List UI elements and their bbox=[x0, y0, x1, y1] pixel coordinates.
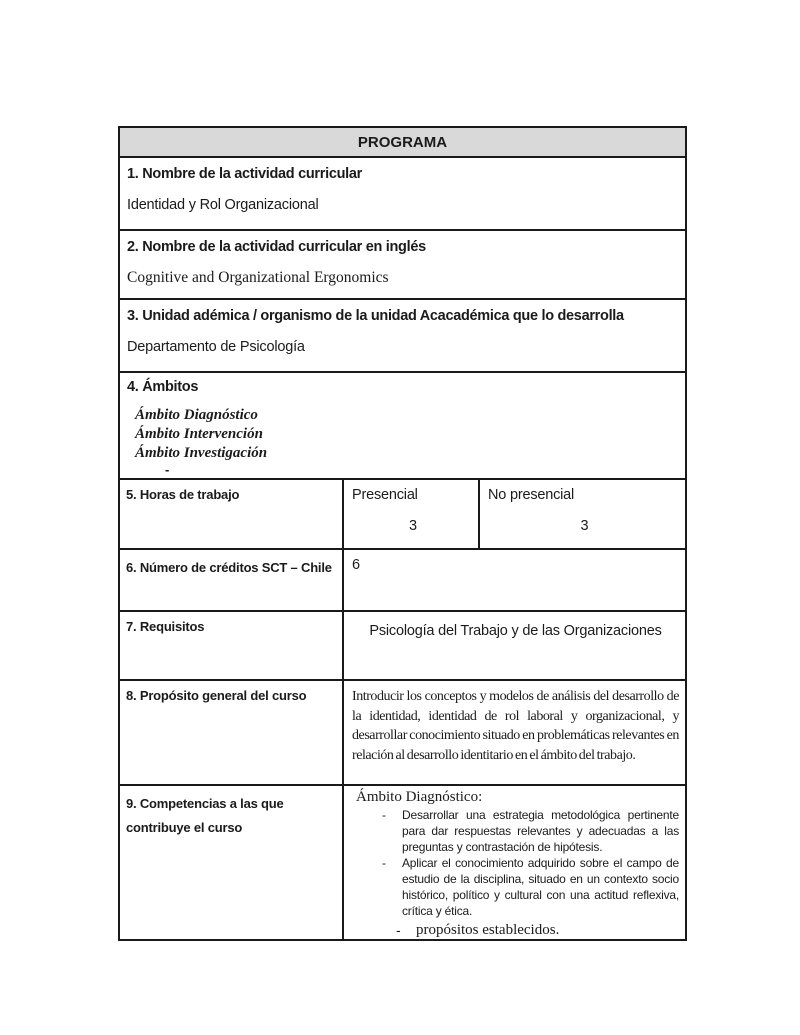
no-presencial-value: 3 bbox=[580, 518, 589, 534]
ambito-item-diagnostico: Ámbito Diagnóstico bbox=[135, 407, 258, 423]
field-value: 6 bbox=[352, 557, 360, 573]
table-title: PROGRAMA bbox=[357, 133, 448, 151]
row-ambitos bbox=[120, 373, 685, 480]
field-label: 6. Número de créditos SCT – Chile bbox=[126, 560, 332, 575]
field-label: 5. Horas de trabajo bbox=[126, 487, 240, 502]
bullet-item bbox=[382, 855, 679, 919]
competencias-heading: Ámbito Diagnóstico: bbox=[356, 789, 483, 805]
row-horas-trabajo bbox=[120, 480, 685, 550]
field-label-cell bbox=[120, 550, 344, 610]
field-label: 3. Unidad adémica / organismo de la unidad Acacadémica que lo desarrolla bbox=[127, 308, 624, 324]
competencias-bullet-list bbox=[382, 807, 679, 939]
field-label: 9. Competencias a las que contribuye el curso bbox=[126, 796, 284, 835]
field-label-cell bbox=[120, 480, 344, 548]
field-value: Identidad y Rol Organizacional bbox=[127, 197, 319, 213]
presencial-value: 3 bbox=[408, 518, 418, 534]
field-label: 4. Ámbitos bbox=[127, 379, 199, 395]
bullet-marker: - bbox=[396, 922, 401, 938]
ambito-item-intervencion: Ámbito Intervención bbox=[135, 426, 263, 442]
bullet-text: Desarrollar una estrategia metodológica pertinente para dar respuestas relevantes y adecuadas a las preguntas y contrastación de hipótesis. bbox=[402, 808, 679, 854]
field-value: Departamento de Psicología bbox=[127, 339, 305, 355]
row-nombre-ingles bbox=[120, 231, 685, 300]
no-presencial-header: No presencial bbox=[488, 487, 575, 503]
field-value-cell bbox=[344, 786, 685, 939]
row-competencias bbox=[120, 786, 685, 939]
field-value: Introducir los conceptos y modelos de análisis del desarrollo de la identidad, identidad de rol laboral y organizacional, y desarrollar conocimiento situado en problemáticas relevantes en relación al desarrollo identitario en el ámbito del trabajo. bbox=[352, 689, 679, 763]
table-header-row bbox=[120, 128, 685, 158]
row-proposito-general bbox=[120, 681, 685, 786]
row-requisitos bbox=[120, 612, 685, 681]
row-creditos-sct bbox=[120, 550, 685, 612]
field-label: 7. Requisitos bbox=[126, 619, 205, 634]
programa-table bbox=[118, 126, 687, 941]
ambitos-list bbox=[135, 406, 681, 463]
field-value: Psicología del Trabajo y de las Organizaciones bbox=[369, 623, 662, 639]
field-label-cell bbox=[120, 612, 344, 679]
bullet-text: propósitos establecidos. bbox=[416, 922, 560, 938]
ambito-item-investigacion: Ámbito Investigación bbox=[135, 445, 268, 461]
field-value-cell bbox=[344, 681, 685, 784]
field-value-cell bbox=[344, 612, 685, 679]
field-value-cell bbox=[344, 550, 685, 610]
presencial-cell bbox=[344, 480, 480, 548]
field-value: Cognitive and Organizational Ergonomics bbox=[127, 269, 389, 286]
presencial-header: Presencial bbox=[352, 487, 418, 503]
row-nombre-actividad bbox=[120, 158, 685, 231]
bullet-marker: - bbox=[382, 808, 386, 822]
bullet-item-propositos bbox=[396, 921, 679, 939]
field-label-cell bbox=[120, 681, 344, 784]
no-presencial-cell bbox=[480, 480, 685, 548]
dash-mark: - bbox=[165, 462, 170, 477]
field-label: 8. Propósito general del curso bbox=[126, 688, 307, 703]
row-unidad-academica bbox=[120, 300, 685, 373]
bullet-text: Aplicar el conocimiento adquirido sobre el campo de estudio de la disciplina, situado en un contexto socio histórico, político y cultural con una actitud reflexiva, crítica y ética. bbox=[402, 856, 679, 918]
bullet-item bbox=[382, 807, 679, 855]
field-label-cell bbox=[120, 786, 344, 939]
field-label: 1. Nombre de la actividad curricular bbox=[127, 166, 362, 182]
bullet-marker: - bbox=[382, 856, 386, 870]
field-label: 2. Nombre de la actividad curricular en inglés bbox=[127, 239, 426, 255]
